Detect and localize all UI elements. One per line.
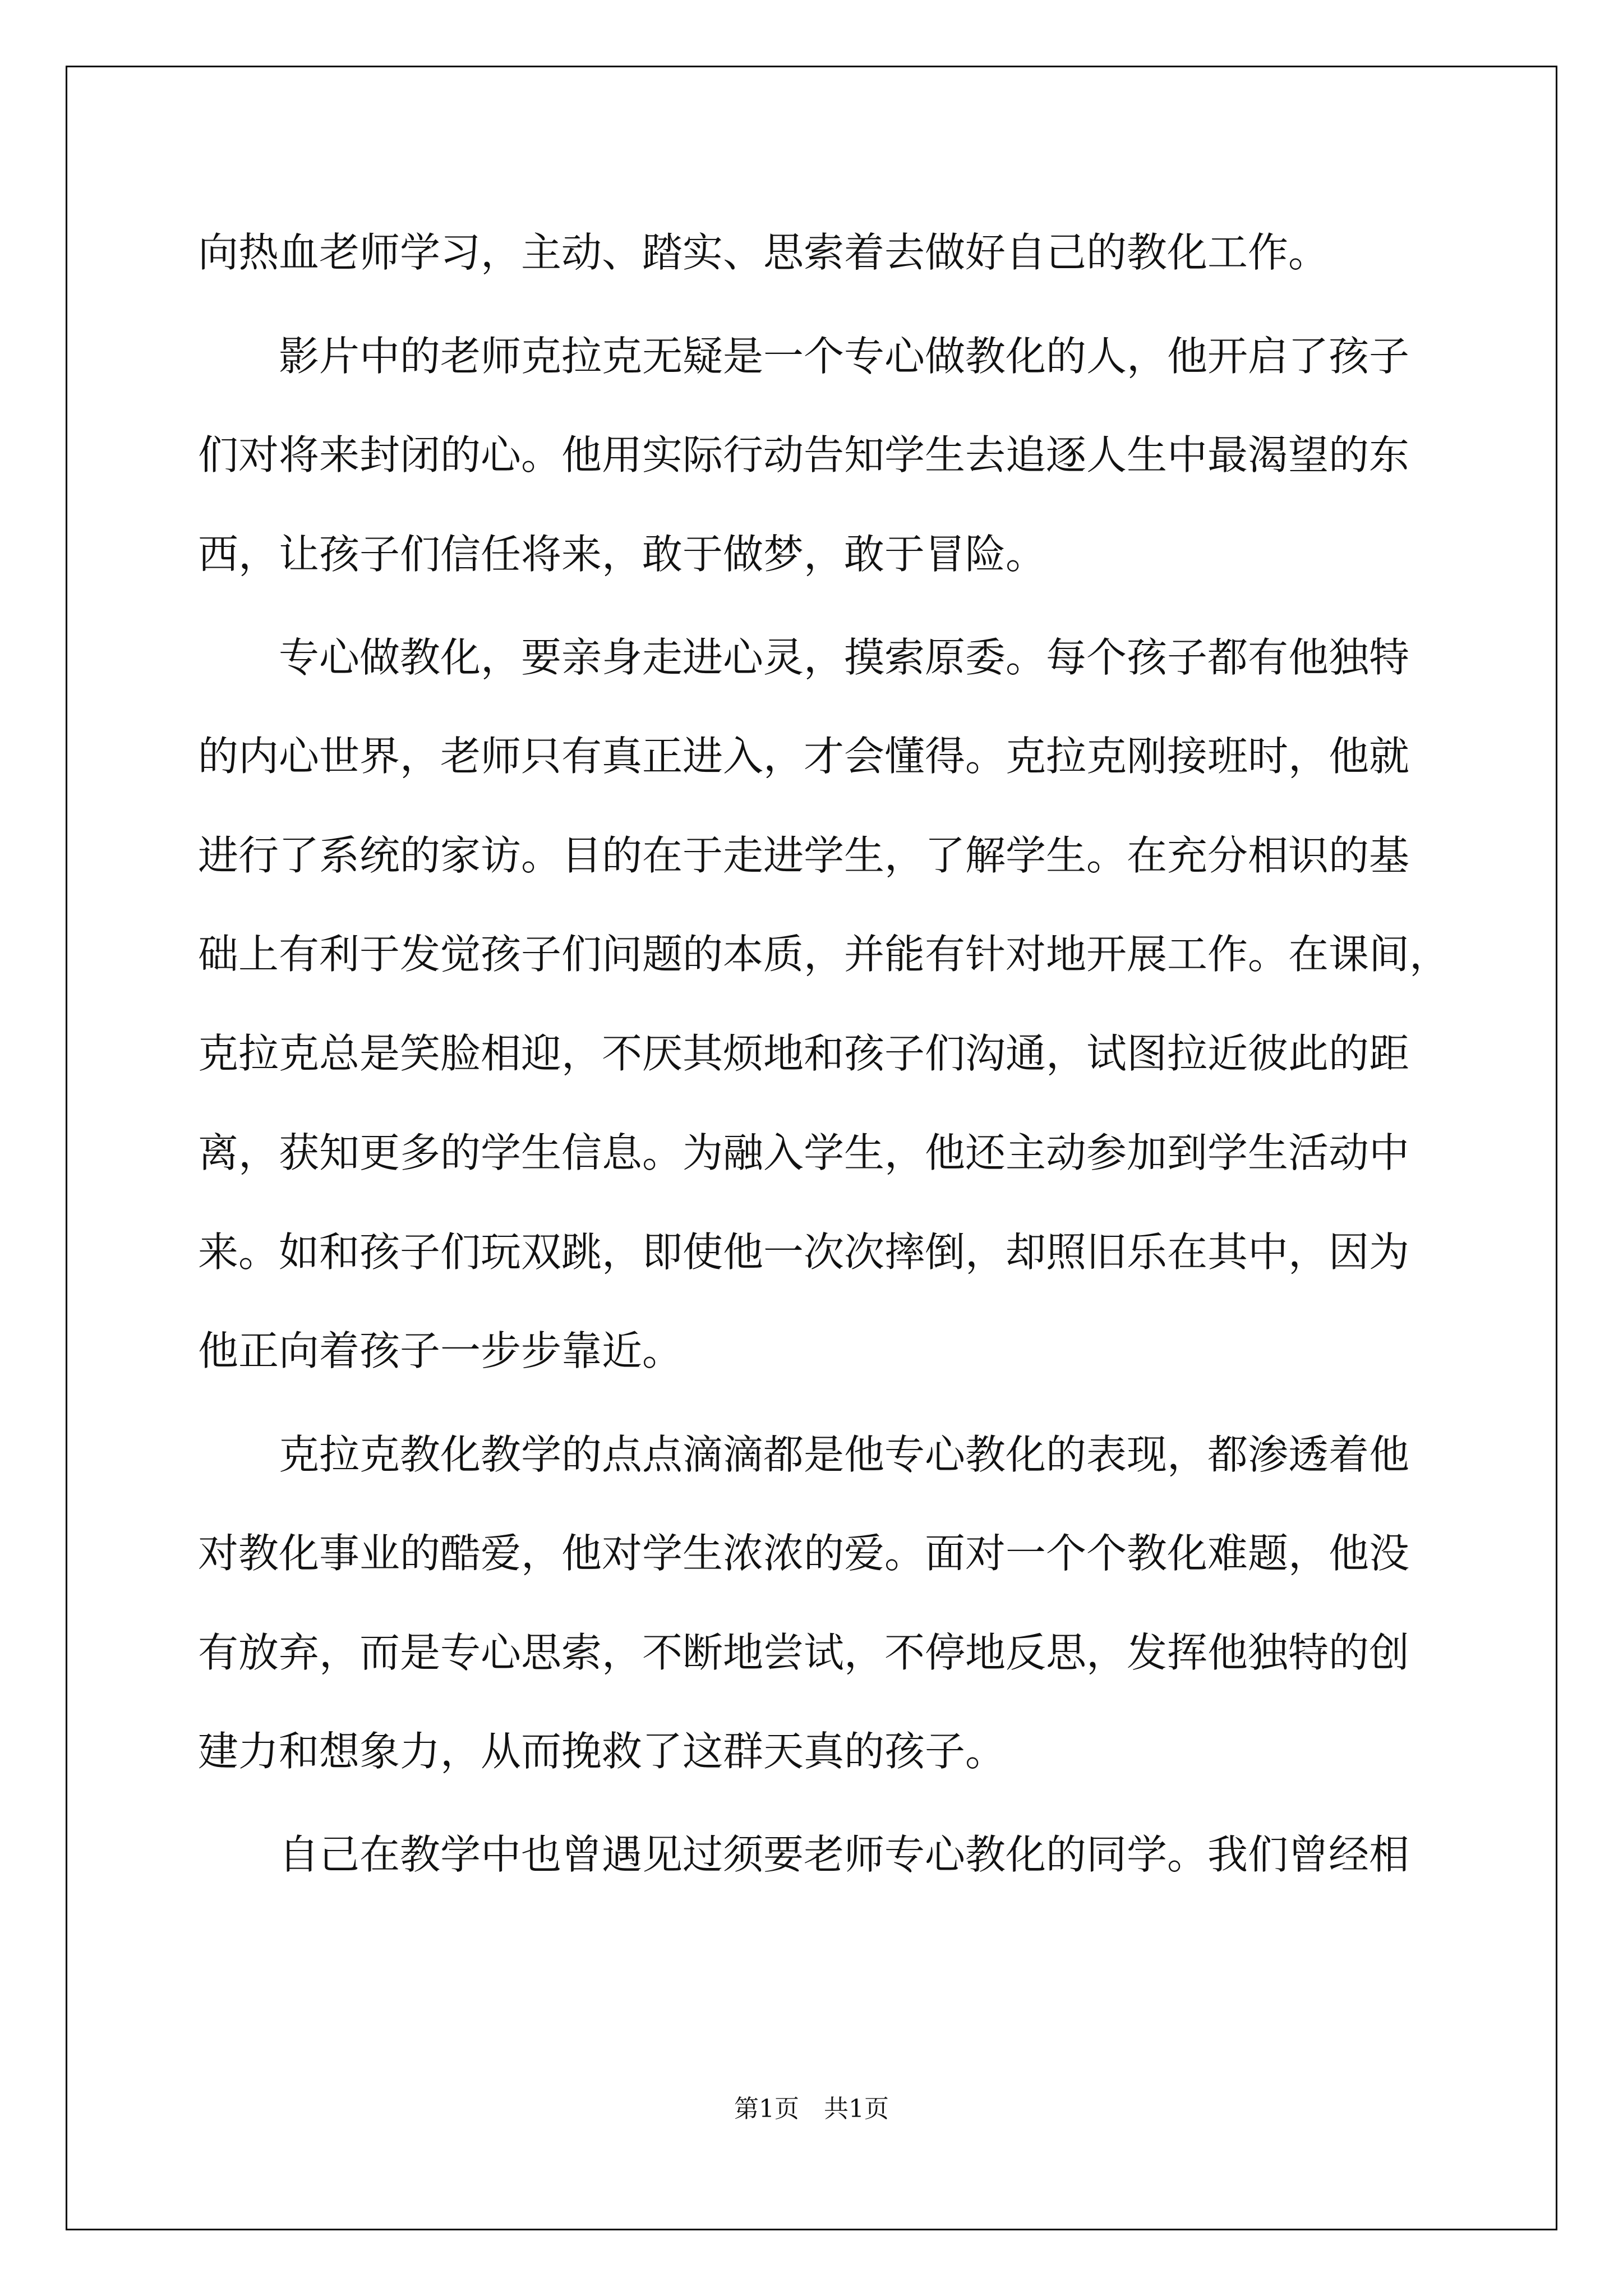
text-line: 有放弃，而是专心思索，不断地尝试，不停地反思，发挥他独特的创 <box>198 1629 1410 1676</box>
text-line: 来。如和孩子们玩双跳，即使他一次次摔倒，却照旧乐在其中，因为 <box>198 1228 1410 1276</box>
text-line: 克拉克总是笑脸相迎，不厌其烦地和孩子们沟通，试图拉近彼此的距 <box>198 1030 1410 1077</box>
paragraph-first-line: 专心做教化，要亲身走进心灵，摸索原委。每个孩子都有他独特 <box>279 634 1410 681</box>
text-line: 西，让孩子们信任将来，敢于做梦，敢于冒险。 <box>198 531 1046 578</box>
text-line: 进行了系统的家访。目的在于走进学生，了解学生。在充分相识的基 <box>198 832 1410 879</box>
text-line: 建力和想象力，从而挽救了这群天真的孩子。 <box>198 1728 1006 1775</box>
paragraph-first-line: 自己在教学中也曾遇见过须要老师专心教化的同学。我们曾经相 <box>279 1831 1410 1878</box>
page-number-total: 共1页 <box>824 2095 889 2123</box>
paragraph-first-line: 克拉克教化教学的点点滴滴都是他专心教化的表现，都渗透着他 <box>279 1431 1410 1478</box>
page-footer <box>0 2093 1623 2125</box>
page-number-current: 第1页 <box>734 2095 799 2123</box>
text-line: 离，获知更多的学生信息。为融入学生，他还主动参加到学生活动中 <box>198 1129 1410 1176</box>
text-line: 向热血老师学习，主动、踏实、思索着去做好自己的教化工作。 <box>198 229 1329 276</box>
text-line: 础上有利于发觉孩子们问题的本质，并能有针对地开展工作。在课间， <box>198 931 1450 978</box>
text-line: 的内心世界，老师只有真正进入，才会懂得。克拉克刚接班时，他就 <box>198 733 1410 780</box>
text-line: 他正向着孩子一步步靠近。 <box>198 1327 683 1374</box>
paragraph-first-line: 影片中的老师克拉克无疑是一个专心做教化的人，他开启了孩子 <box>279 333 1410 380</box>
text-line: 们对将来封闭的心。他用实际行动告知学生去追逐人生中最渴望的东 <box>198 431 1410 478</box>
text-line: 对教化事业的酷爱，他对学生浓浓的爱。面对一个个教化难题，他没 <box>198 1530 1410 1577</box>
